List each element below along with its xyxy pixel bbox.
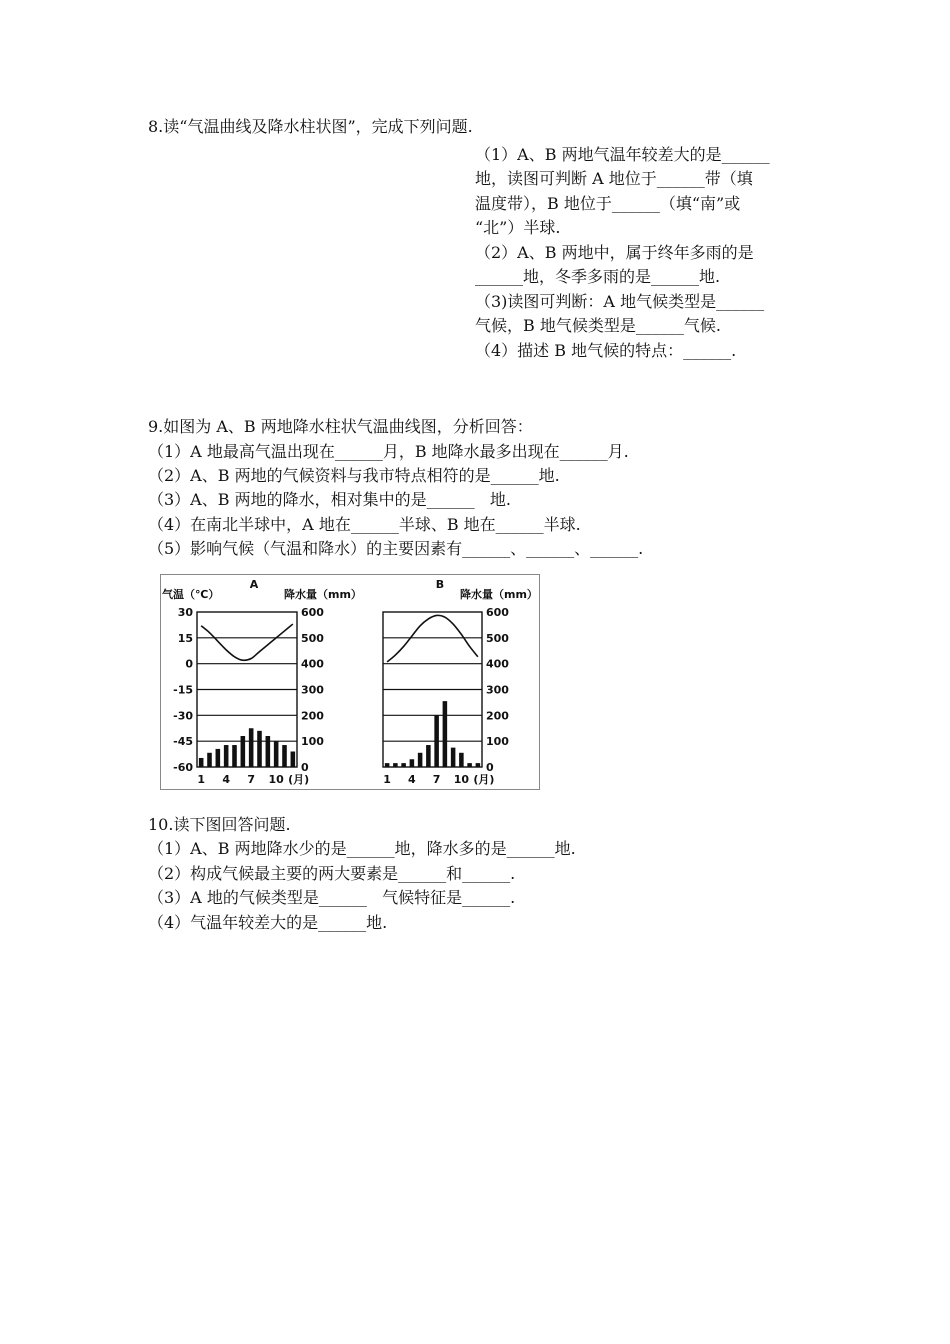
q9-line: （2）A、B 两地的气候资料与我市特点相符的是______地. — [148, 466, 560, 485]
month-tick-label: 10 — [268, 773, 284, 786]
precipitation-tick-label: 200 — [486, 709, 509, 723]
temperature-tick-label: 15 — [177, 631, 193, 645]
precipitation-tick-label: 600 — [301, 606, 324, 619]
temperature-tick-label: -15 — [173, 683, 193, 697]
precipitation-tick-label: 200 — [301, 709, 324, 723]
precipitation-tick-label: 400 — [486, 657, 509, 671]
precipitation-bar — [207, 753, 212, 767]
precipitation-bar — [393, 763, 398, 767]
precipitation-axis-label: 降水量（mm） — [284, 588, 362, 601]
precipitation-tick-label: 0 — [301, 761, 309, 774]
q8-line: ______地，冬季多雨的是______地. — [475, 267, 721, 286]
precipitation-bar — [410, 759, 415, 767]
month-unit-label: (月) — [288, 773, 310, 786]
precipitation-tick-label: 300 — [301, 683, 324, 697]
month-tick-label: 7 — [247, 773, 255, 786]
temperature-tick-label: 30 — [177, 606, 193, 619]
temperature-tick-label: -45 — [173, 735, 193, 749]
month-tick-label: 7 — [432, 773, 441, 786]
precipitation-bar — [241, 736, 246, 767]
precipitation-bar — [232, 745, 237, 767]
q8-line: （4）描述 B 地气候的特点：______. — [475, 341, 737, 360]
question-8-title: 8.读“气温曲线及降水柱状图”，完成下列问题. — [148, 117, 473, 136]
month-tick-label: 4 — [408, 773, 416, 786]
q8-line: （3)读图可判断：A 地气候类型是______ — [475, 292, 765, 311]
panel-a-title: A — [249, 578, 259, 591]
precipitation-tick-label: 0 — [486, 761, 494, 774]
precipitation-bar — [282, 745, 287, 767]
q8-line: （1）A、B 两地气温年较差大的是______ — [475, 145, 770, 164]
q9-line: （4）在南北半球中，A 地在______半球、B 地在______半球. — [148, 515, 581, 534]
question-9-title: 9.如图为 A、B 两地降水柱状气温曲线图，分析回答： — [148, 417, 533, 436]
month-tick-label: 1 — [383, 773, 391, 786]
q8-line: 气候，B 地气候类型是______气候. — [475, 316, 721, 335]
precipitation-bar — [401, 763, 406, 767]
precipitation-bar — [257, 731, 262, 767]
precipitation-bar — [467, 763, 472, 767]
question-10-title: 10.读下图回答问题. — [148, 815, 291, 834]
precipitation-bar — [426, 745, 431, 767]
q10-line: （3）A 地的气候类型是______ 气候特征是______. — [148, 888, 516, 907]
q8-line: （2）A、B 两地中，属于终年多雨的是 — [475, 243, 754, 262]
precipitation-bar — [291, 752, 296, 768]
q10-line: （4）气温年较差大的是______地. — [148, 913, 388, 932]
precipitation-bar — [451, 748, 456, 767]
precipitation-bar — [216, 749, 221, 767]
month-tick-label: 10 — [453, 773, 470, 786]
precipitation-bar — [459, 753, 464, 767]
q8-line: “北”）半球. — [475, 218, 561, 237]
precipitation-bar — [476, 763, 481, 767]
precipitation-bar — [249, 728, 254, 767]
precipitation-bar — [266, 736, 271, 767]
precipitation-bar — [199, 758, 204, 767]
precipitation-bar — [224, 745, 229, 767]
q9-line: （1）A 地最高气温出现在______月，B 地降水最多出现在______月. — [148, 442, 629, 461]
month-tick-label: 1 — [197, 773, 205, 786]
panel-b-title: B — [435, 578, 445, 591]
precipitation-bar — [418, 753, 423, 767]
q8-line: 地，读图可判断 A 地位于______带（填 — [475, 169, 753, 188]
temperature-axis-label: 气温（℃） — [162, 588, 220, 601]
precipitation-tick-label: 100 — [486, 735, 509, 749]
q8-line: 温度带），B 地位于______（填“南”或 — [475, 194, 741, 213]
precipitation-tick-label: 400 — [301, 657, 324, 671]
precipitation-tick-label: 100 — [301, 735, 324, 749]
q10-line: （2）构成气候最主要的两大要素是______和______. — [148, 864, 516, 883]
precipitation-axis-label: 降水量（mm） — [460, 588, 538, 601]
climate-chart-figure — [160, 574, 540, 790]
precipitation-bar — [434, 715, 439, 767]
temperature-tick-label: 0 — [185, 657, 193, 671]
month-tick-label: 4 — [222, 773, 230, 786]
precipitation-tick-label: 500 — [301, 631, 324, 645]
q10-line: （1）A、B 两地降水少的是______地，降水多的是______地. — [148, 839, 576, 858]
precipitation-bar — [385, 763, 390, 767]
precipitation-bar — [443, 701, 448, 767]
q9-line: （5）影响气候（气温和降水）的主要因素有______、______、______. — [148, 539, 644, 558]
precipitation-tick-label: 300 — [486, 683, 509, 697]
month-unit-label: (月) — [473, 773, 495, 786]
temperature-tick-label: -30 — [173, 709, 193, 723]
q9-line: （3）A、B 两地的降水，相对集中的是______ 地. — [148, 490, 511, 509]
precipitation-tick-label: 600 — [486, 606, 509, 619]
precipitation-bar — [274, 741, 279, 767]
temperature-tick-label: -60 — [173, 761, 193, 774]
precipitation-tick-label: 500 — [486, 631, 509, 645]
